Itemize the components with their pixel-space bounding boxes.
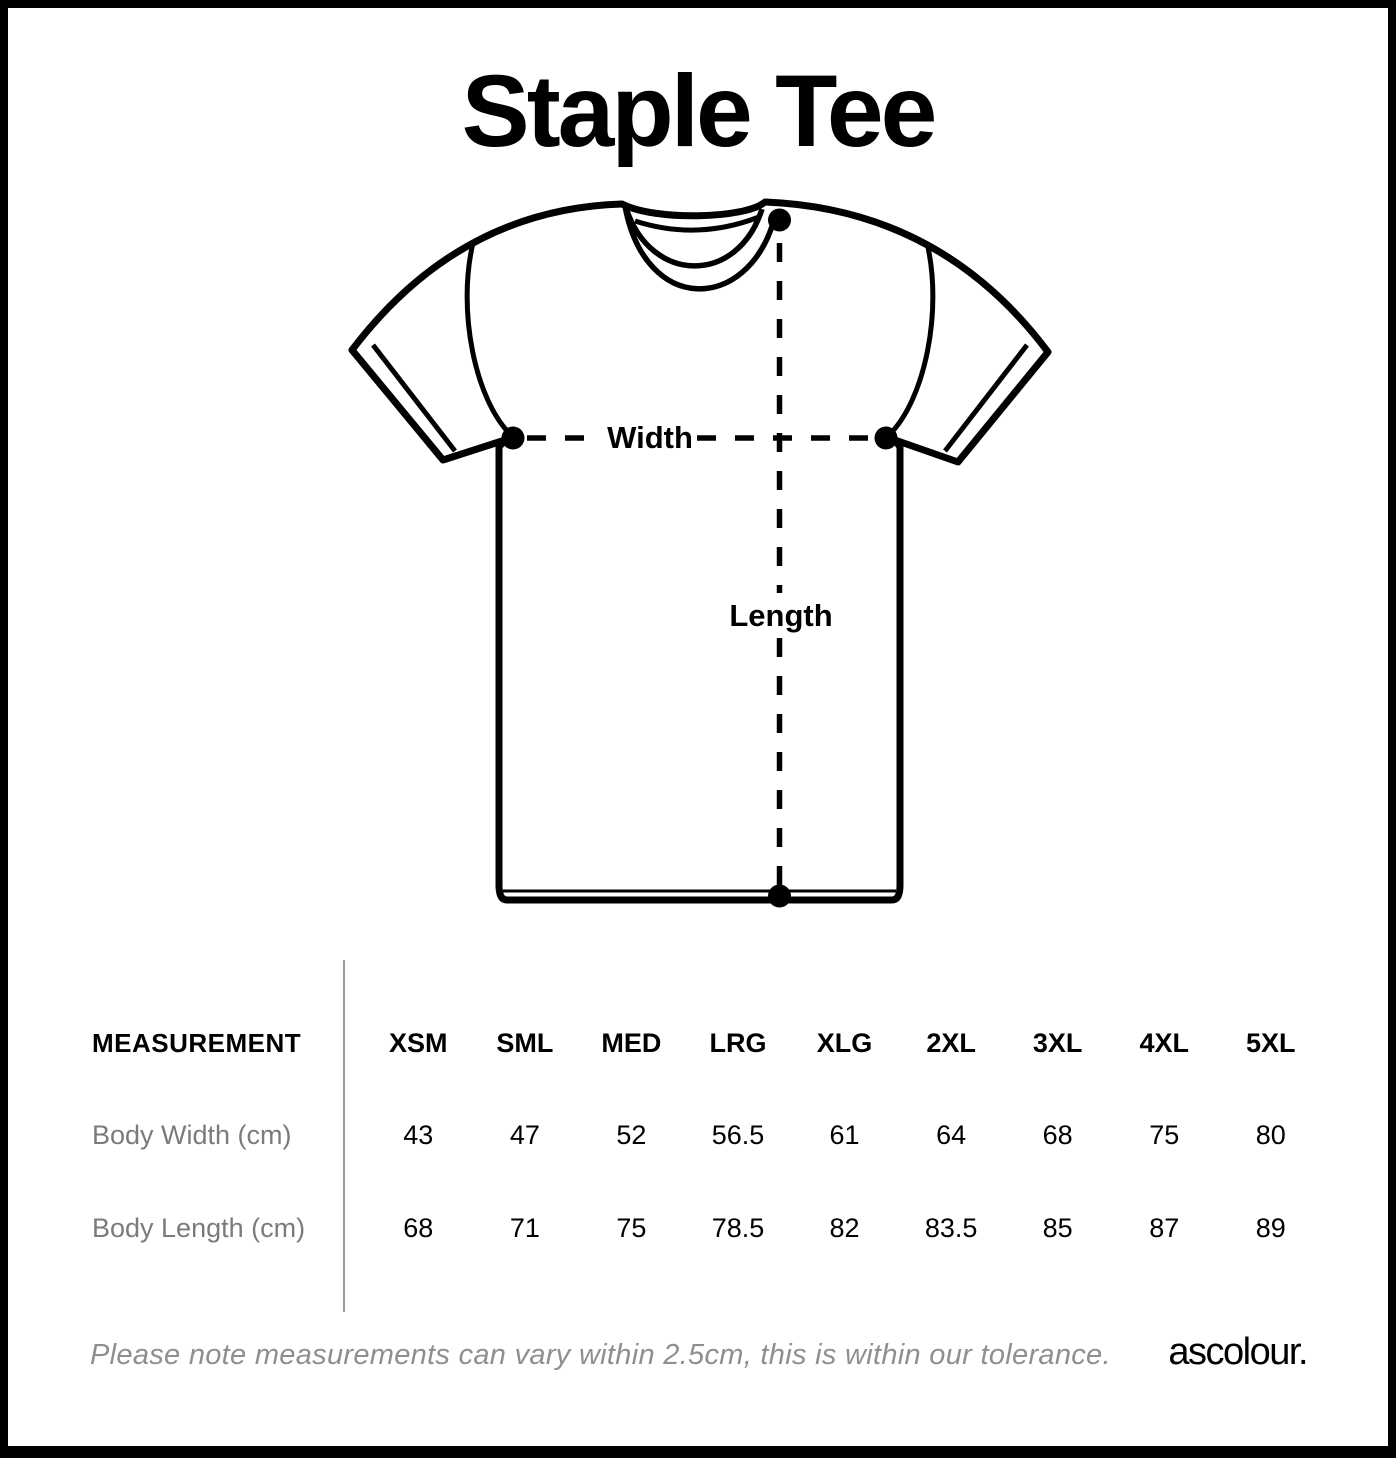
measurement-header: MEASUREMENT [92, 1027, 302, 1058]
body-length-value-cell: 89 [1255, 1212, 1286, 1243]
brand-logo: ascolour. [1168, 1331, 1307, 1373]
row-label-body-width: Body Width (cm) [92, 1120, 292, 1151]
body-length-value-cell: 83.5 [924, 1212, 978, 1243]
size-header-cell: XLG [816, 1027, 873, 1058]
tee-diagram-svg [345, 195, 1055, 920]
size-header-cell: 3XL [1032, 1027, 1083, 1058]
tee-outline [352, 202, 1048, 900]
size-chart-table [8, 997, 1388, 1275]
width-label: Width [607, 420, 693, 455]
body-length-value-cell: 68 [403, 1212, 434, 1243]
body-length-row [8, 1182, 1388, 1275]
left-armpit-dot [502, 427, 525, 450]
body-length-value-cell: 85 [1042, 1212, 1073, 1243]
size-header-cell: LRG [709, 1027, 767, 1058]
bottom-hem-dot [768, 885, 791, 908]
row-label-body-length: Body Length (cm) [92, 1212, 306, 1243]
body-width-value-cell: 43 [403, 1120, 434, 1151]
body-width-value-cell: 80 [1255, 1120, 1286, 1151]
body-width-value-cell: 75 [1149, 1120, 1180, 1151]
size-header-cell: SML [496, 1027, 554, 1058]
page-title: Staple Tee [461, 54, 935, 168]
size-header-cell: 4XL [1139, 1027, 1189, 1058]
body-length-value-cell: 82 [829, 1212, 860, 1243]
body-width-value-cell: 56.5 [711, 1120, 765, 1151]
footer [90, 1333, 1307, 1372]
size-header-cell: MED [601, 1027, 662, 1058]
body-width-value-cell: 68 [1042, 1120, 1073, 1151]
body-length-value-cell: 78.5 [711, 1212, 765, 1243]
right-armpit-dot [875, 427, 898, 450]
body-length-value-cell: 75 [616, 1212, 647, 1243]
size-header-cell: 2XL [926, 1027, 976, 1058]
body-width-value-cell: 47 [509, 1120, 540, 1151]
size-header-cell: 5XL [1246, 1027, 1296, 1058]
body-width-row [8, 1090, 1388, 1183]
body-width-cells [365, 1120, 1324, 1151]
body-length-value-cell: 87 [1149, 1212, 1180, 1243]
body-length-cells [365, 1213, 1324, 1244]
body-width-value-cell: 64 [936, 1120, 967, 1151]
neck-point-dot [768, 209, 791, 232]
size-header-cell: XSM [389, 1027, 448, 1058]
size-header-cells [365, 1028, 1324, 1059]
table-header-row [8, 997, 1388, 1090]
body-width-value-cell: 61 [829, 1120, 860, 1151]
tee-diagram [345, 195, 1055, 920]
body-width-value-cell: 52 [616, 1120, 647, 1151]
body-length-value-cell: 71 [509, 1212, 540, 1243]
tolerance-note: Please note measurements can vary within 2.5cm, this is within our tolerance. [90, 1339, 1111, 1371]
length-label: Length [729, 598, 833, 633]
